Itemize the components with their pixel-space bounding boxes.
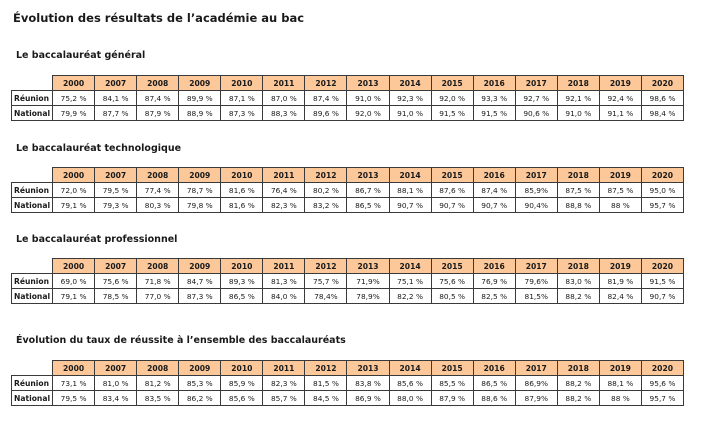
result-cell: 71,9% bbox=[347, 274, 389, 289]
result-cell: 87,1 % bbox=[221, 91, 263, 106]
result-cell: 81,6 % bbox=[221, 198, 263, 213]
result-cell: 88,9 % bbox=[179, 106, 221, 121]
year-header: 2000 bbox=[53, 259, 95, 274]
year-header: 2012 bbox=[305, 259, 347, 274]
year-header: 2014 bbox=[389, 361, 431, 376]
year-header: 2013 bbox=[347, 76, 389, 91]
result-cell: 90,4% bbox=[515, 198, 557, 213]
result-cell: 79,6% bbox=[515, 274, 557, 289]
year-header: 2015 bbox=[431, 168, 473, 183]
result-cell: 81,3 % bbox=[263, 274, 305, 289]
year-header: 2016 bbox=[473, 259, 515, 274]
year-header: 2000 bbox=[53, 361, 95, 376]
result-cell: 87,9% bbox=[515, 391, 557, 406]
year-header: 2012 bbox=[305, 168, 347, 183]
year-header: 2009 bbox=[179, 76, 221, 91]
result-cell: 85,6 % bbox=[221, 391, 263, 406]
result-cell: 88 % bbox=[599, 391, 641, 406]
result-cell: 85,7 % bbox=[263, 391, 305, 406]
result-cell: 84,1 % bbox=[95, 91, 137, 106]
year-header: 2000 bbox=[53, 76, 95, 91]
result-cell: 88,2 % bbox=[557, 391, 599, 406]
result-cell: 87,4 % bbox=[473, 183, 515, 198]
result-cell: 87,7 % bbox=[95, 106, 137, 121]
result-cell: 80,3 % bbox=[137, 198, 179, 213]
result-cell: 87,4 % bbox=[137, 91, 179, 106]
result-cell: 86,5 % bbox=[347, 198, 389, 213]
row-label: National bbox=[12, 106, 53, 121]
result-cell: 88,1 % bbox=[599, 376, 641, 391]
result-cell: 82,3 % bbox=[263, 376, 305, 391]
year-header-row bbox=[12, 168, 684, 183]
result-cell: 78,4% bbox=[305, 289, 347, 304]
result-cell: 84,7 % bbox=[179, 274, 221, 289]
result-cell: 86,2 % bbox=[179, 391, 221, 406]
result-cell: 90,7 % bbox=[473, 198, 515, 213]
year-header: 2020 bbox=[641, 76, 683, 91]
section-title: Évolution du taux de réussite à l’ensemble des baccalauréats bbox=[16, 335, 346, 346]
table-row bbox=[12, 391, 684, 406]
year-header: 2017 bbox=[515, 168, 557, 183]
result-cell: 87,0 % bbox=[263, 91, 305, 106]
result-cell: 95,7 % bbox=[641, 198, 683, 213]
year-header: 2016 bbox=[473, 361, 515, 376]
result-cell: 95,6 % bbox=[641, 376, 683, 391]
year-header: 2007 bbox=[95, 76, 137, 91]
row-label: Réunion bbox=[12, 183, 53, 198]
result-cell: 87,9 % bbox=[431, 391, 473, 406]
year-header-row bbox=[12, 259, 684, 274]
section-title: Le baccalauréat professionnel bbox=[16, 234, 178, 245]
result-cell: 98,6 % bbox=[641, 91, 683, 106]
result-cell: 89,9 % bbox=[179, 91, 221, 106]
result-cell: 81,6 % bbox=[221, 183, 263, 198]
result-cell: 85,5 % bbox=[431, 376, 473, 391]
result-cell: 92,7 % bbox=[515, 91, 557, 106]
result-cell: 73,1 % bbox=[53, 376, 95, 391]
result-cell: 79,3 % bbox=[95, 198, 137, 213]
result-cell: 93,3 % bbox=[473, 91, 515, 106]
result-cell: 90,7 % bbox=[431, 198, 473, 213]
result-cell: 81,0 % bbox=[95, 376, 137, 391]
year-header: 2000 bbox=[53, 168, 95, 183]
result-cell: 83,0 % bbox=[557, 274, 599, 289]
result-cell: 88,8 % bbox=[557, 198, 599, 213]
result-cell: 91,5 % bbox=[641, 274, 683, 289]
result-cell: 78,5 % bbox=[95, 289, 137, 304]
result-cell: 86,5 % bbox=[473, 376, 515, 391]
result-cell: 91,1 % bbox=[599, 106, 641, 121]
result-cell: 88,2 % bbox=[557, 289, 599, 304]
result-cell: 86,9 % bbox=[347, 391, 389, 406]
result-cell: 75,6 % bbox=[431, 274, 473, 289]
year-header-row bbox=[12, 76, 684, 91]
result-cell: 81,5% bbox=[515, 289, 557, 304]
result-cell: 76,9 % bbox=[473, 274, 515, 289]
result-cell: 83,8 % bbox=[347, 376, 389, 391]
page-title: Évolution des résultats de l’académie au bac bbox=[13, 11, 305, 25]
result-cell: 82,3 % bbox=[263, 198, 305, 213]
result-cell: 83,5 % bbox=[137, 391, 179, 406]
result-cell: 91,0 % bbox=[557, 106, 599, 121]
result-cell: 86,5 % bbox=[221, 289, 263, 304]
result-cell: 83,2 % bbox=[305, 198, 347, 213]
result-cell: 92,3 % bbox=[389, 91, 431, 106]
year-header: 2019 bbox=[599, 361, 641, 376]
year-header: 2015 bbox=[431, 361, 473, 376]
year-header: 2013 bbox=[347, 168, 389, 183]
result-cell: 79,9 % bbox=[53, 106, 95, 121]
year-header: 2009 bbox=[179, 168, 221, 183]
result-cell: 83,4 % bbox=[95, 391, 137, 406]
year-header: 2011 bbox=[263, 361, 305, 376]
year-header: 2011 bbox=[263, 76, 305, 91]
result-cell: 88,0 % bbox=[389, 391, 431, 406]
result-cell: 71,8 % bbox=[137, 274, 179, 289]
year-header: 2018 bbox=[557, 259, 599, 274]
result-cell: 87,5 % bbox=[599, 183, 641, 198]
result-cell: 79,5 % bbox=[95, 183, 137, 198]
results-table bbox=[11, 258, 684, 304]
result-cell: 80,5 % bbox=[431, 289, 473, 304]
result-cell: 86,9% bbox=[515, 376, 557, 391]
year-header-row bbox=[12, 361, 684, 376]
result-cell: 79,1 % bbox=[53, 289, 95, 304]
year-header: 2018 bbox=[557, 168, 599, 183]
result-cell: 91,5 % bbox=[431, 106, 473, 121]
year-header: 2012 bbox=[305, 76, 347, 91]
result-cell: 88 % bbox=[599, 198, 641, 213]
year-header: 2019 bbox=[599, 168, 641, 183]
result-cell: 79,8 % bbox=[179, 198, 221, 213]
year-header: 2016 bbox=[473, 168, 515, 183]
result-cell: 75,6 % bbox=[95, 274, 137, 289]
result-cell: 85,3 % bbox=[179, 376, 221, 391]
result-cell: 87,6 % bbox=[431, 183, 473, 198]
year-header: 2020 bbox=[641, 361, 683, 376]
section-title: Le baccalauréat technologique bbox=[16, 143, 182, 154]
year-header: 2015 bbox=[431, 76, 473, 91]
result-cell: 87,3 % bbox=[179, 289, 221, 304]
result-cell: 88,6 % bbox=[473, 391, 515, 406]
result-cell: 87,4 % bbox=[305, 91, 347, 106]
result-cell: 77,0 % bbox=[137, 289, 179, 304]
result-cell: 87,9 % bbox=[137, 106, 179, 121]
result-cell: 82,5 % bbox=[473, 289, 515, 304]
result-cell: 79,1 % bbox=[53, 198, 95, 213]
results-table bbox=[11, 167, 684, 213]
year-header: 2016 bbox=[473, 76, 515, 91]
year-header: 2019 bbox=[599, 76, 641, 91]
year-header: 2017 bbox=[515, 76, 557, 91]
row-label: National bbox=[12, 289, 53, 304]
result-cell: 82,4 % bbox=[599, 289, 641, 304]
year-header: 2008 bbox=[137, 259, 179, 274]
result-cell: 92,0 % bbox=[347, 106, 389, 121]
year-header: 2007 bbox=[95, 259, 137, 274]
row-label: Réunion bbox=[12, 274, 53, 289]
result-cell: 81,5 % bbox=[305, 376, 347, 391]
result-cell: 88,2 % bbox=[557, 376, 599, 391]
result-cell: 92,1 % bbox=[557, 91, 599, 106]
year-header: 2010 bbox=[221, 168, 263, 183]
result-cell: 82,2 % bbox=[389, 289, 431, 304]
header-corner bbox=[12, 168, 53, 183]
table-row bbox=[12, 376, 684, 391]
year-header: 2017 bbox=[515, 361, 557, 376]
result-cell: 98,4 % bbox=[641, 106, 683, 121]
result-cell: 80,2 % bbox=[305, 183, 347, 198]
year-header: 2018 bbox=[557, 76, 599, 91]
result-cell: 91,0 % bbox=[347, 91, 389, 106]
result-cell: 78,7 % bbox=[179, 183, 221, 198]
year-header: 2011 bbox=[263, 168, 305, 183]
result-cell: 77,4 % bbox=[137, 183, 179, 198]
result-cell: 86,7 % bbox=[347, 183, 389, 198]
result-cell: 79,5 % bbox=[53, 391, 95, 406]
result-cell: 89,6 % bbox=[305, 106, 347, 121]
table-row bbox=[12, 289, 684, 304]
header-corner bbox=[12, 259, 53, 274]
result-cell: 95,7 % bbox=[641, 391, 683, 406]
row-label: Réunion bbox=[12, 91, 53, 106]
year-header: 2017 bbox=[515, 259, 557, 274]
row-label: National bbox=[12, 198, 53, 213]
result-cell: 81,9 % bbox=[599, 274, 641, 289]
result-cell: 85,9 % bbox=[221, 376, 263, 391]
result-cell: 89,3 % bbox=[221, 274, 263, 289]
result-cell: 90,7 % bbox=[389, 198, 431, 213]
results-table bbox=[11, 360, 684, 406]
year-header: 2007 bbox=[95, 168, 137, 183]
result-cell: 88,3 % bbox=[263, 106, 305, 121]
year-header: 2020 bbox=[641, 259, 683, 274]
row-label: Réunion bbox=[12, 376, 53, 391]
row-label: National bbox=[12, 391, 53, 406]
year-header: 2014 bbox=[389, 259, 431, 274]
year-header: 2012 bbox=[305, 361, 347, 376]
year-header: 2015 bbox=[431, 259, 473, 274]
result-cell: 75,1 % bbox=[389, 274, 431, 289]
result-cell: 92,0 % bbox=[431, 91, 473, 106]
year-header: 2008 bbox=[137, 76, 179, 91]
year-header: 2013 bbox=[347, 361, 389, 376]
result-cell: 90,7 % bbox=[641, 289, 683, 304]
result-cell: 87,5 % bbox=[557, 183, 599, 198]
table-row bbox=[12, 106, 684, 121]
result-cell: 72,0 % bbox=[53, 183, 95, 198]
year-header: 2008 bbox=[137, 168, 179, 183]
result-cell: 85,6 % bbox=[389, 376, 431, 391]
result-cell: 81,2 % bbox=[137, 376, 179, 391]
result-cell: 78,9% bbox=[347, 289, 389, 304]
result-cell: 75,2 % bbox=[53, 91, 95, 106]
year-header: 2019 bbox=[599, 259, 641, 274]
year-header: 2010 bbox=[221, 259, 263, 274]
year-header: 2009 bbox=[179, 259, 221, 274]
table-row bbox=[12, 183, 684, 198]
result-cell: 84,0 % bbox=[263, 289, 305, 304]
year-header: 2014 bbox=[389, 76, 431, 91]
year-header: 2014 bbox=[389, 168, 431, 183]
result-cell: 76,4 % bbox=[263, 183, 305, 198]
section-title: Le baccalauréat général bbox=[16, 50, 146, 61]
result-cell: 87,3 % bbox=[221, 106, 263, 121]
table-row bbox=[12, 91, 684, 106]
year-header: 2020 bbox=[641, 168, 683, 183]
header-corner bbox=[12, 76, 53, 91]
result-cell: 90,6 % bbox=[515, 106, 557, 121]
result-cell: 75,7 % bbox=[305, 274, 347, 289]
year-header: 2013 bbox=[347, 259, 389, 274]
year-header: 2008 bbox=[137, 361, 179, 376]
table-row bbox=[12, 198, 684, 213]
result-cell: 95,0 % bbox=[641, 183, 683, 198]
table-row bbox=[12, 274, 684, 289]
result-cell: 84,5 % bbox=[305, 391, 347, 406]
header-corner bbox=[12, 361, 53, 376]
year-header: 2009 bbox=[179, 361, 221, 376]
year-header: 2018 bbox=[557, 361, 599, 376]
year-header: 2010 bbox=[221, 76, 263, 91]
result-cell: 85,9% bbox=[515, 183, 557, 198]
result-cell: 69,0 % bbox=[53, 274, 95, 289]
result-cell: 91,5 % bbox=[473, 106, 515, 121]
year-header: 2010 bbox=[221, 361, 263, 376]
result-cell: 91,0 % bbox=[389, 106, 431, 121]
year-header: 2011 bbox=[263, 259, 305, 274]
results-table bbox=[11, 75, 684, 121]
result-cell: 92,4 % bbox=[599, 91, 641, 106]
year-header: 2007 bbox=[95, 361, 137, 376]
result-cell: 88,1 % bbox=[389, 183, 431, 198]
